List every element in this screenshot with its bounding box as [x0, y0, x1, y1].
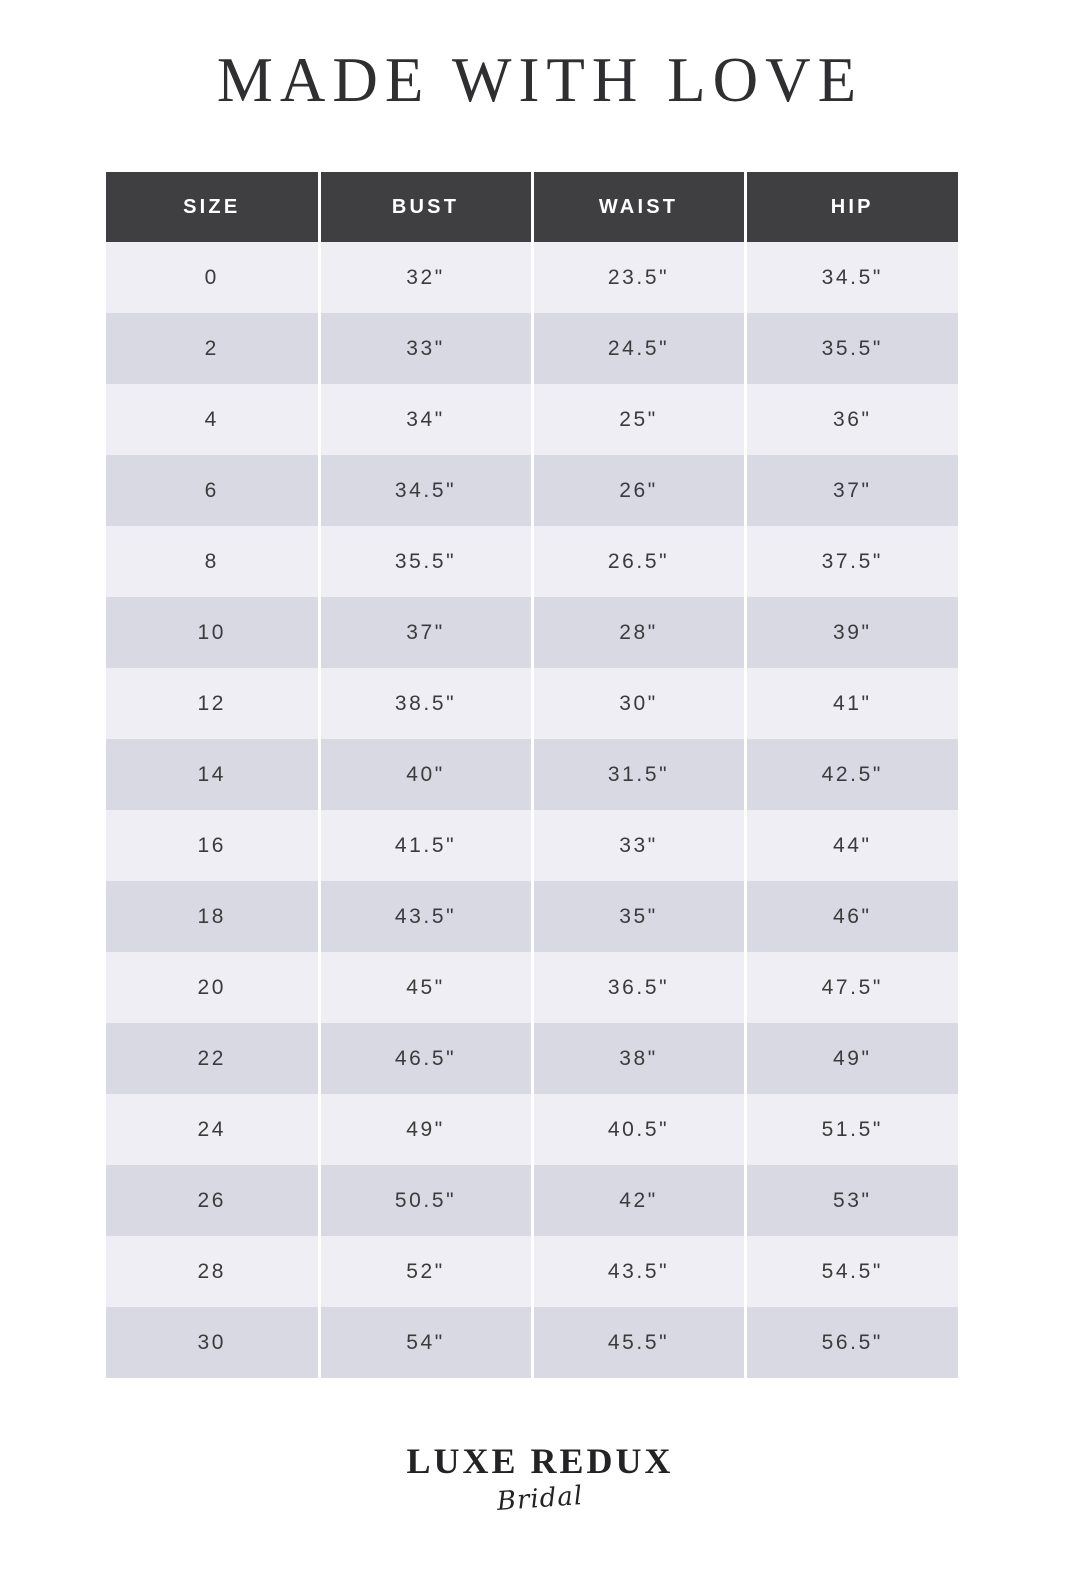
cell-size: 18: [106, 881, 319, 952]
cell-size: 4: [106, 384, 319, 455]
cell-size: 20: [106, 952, 319, 1023]
table-row: [106, 597, 958, 668]
cell-waist: 33": [532, 810, 745, 881]
cell-waist: 38": [532, 1023, 745, 1094]
cell-waist: 25": [532, 384, 745, 455]
cell-waist: 30": [532, 668, 745, 739]
table-row: [106, 881, 958, 952]
table-row: [106, 242, 958, 313]
cell-bust: 35.5": [319, 526, 532, 597]
cell-bust: 34.5": [319, 455, 532, 526]
cell-size: 0: [106, 242, 319, 313]
table-row: [106, 455, 958, 526]
cell-waist: 43.5": [532, 1236, 745, 1307]
cell-bust: 54": [319, 1307, 532, 1378]
cell-size: 30: [106, 1307, 319, 1378]
cell-bust: 46.5": [319, 1023, 532, 1094]
cell-bust: 50.5": [319, 1165, 532, 1236]
footer-brand-tagline: Bridal: [495, 1481, 585, 1517]
table-row: [106, 1023, 958, 1094]
cell-hip: 53": [745, 1165, 958, 1236]
cell-hip: 37.5": [745, 526, 958, 597]
table-row: [106, 384, 958, 455]
cell-hip: 49": [745, 1023, 958, 1094]
cell-waist: 26.5": [532, 526, 745, 597]
cell-bust: 49": [319, 1094, 532, 1165]
cell-hip: 44": [745, 810, 958, 881]
table-row: [106, 1236, 958, 1307]
cell-size: 10: [106, 597, 319, 668]
cell-waist: 26": [532, 455, 745, 526]
cell-waist: 36.5": [532, 952, 745, 1023]
cell-size: 6: [106, 455, 319, 526]
cell-bust: 34": [319, 384, 532, 455]
cell-size: 28: [106, 1236, 319, 1307]
cell-size: 26: [106, 1165, 319, 1236]
cell-hip: 39": [745, 597, 958, 668]
cell-waist: 28": [532, 597, 745, 668]
cell-size: 22: [106, 1023, 319, 1094]
table-row: [106, 952, 958, 1023]
cell-size: 24: [106, 1094, 319, 1165]
column-header-size: SIZE: [106, 172, 319, 242]
table-row: [106, 526, 958, 597]
page-title: MADE WITH LOVE: [216, 45, 864, 115]
table-row: [106, 668, 958, 739]
table-row: [106, 313, 958, 384]
cell-size: 2: [106, 313, 319, 384]
column-header-waist: WAIST: [532, 172, 745, 242]
cell-waist: 40.5": [532, 1094, 745, 1165]
cell-bust: 37": [319, 597, 532, 668]
cell-waist: 31.5": [532, 739, 745, 810]
table-body: [106, 242, 958, 1378]
table-row: [106, 810, 958, 881]
cell-hip: 47.5": [745, 952, 958, 1023]
cell-size: 16: [106, 810, 319, 881]
cell-bust: 43.5": [319, 881, 532, 952]
cell-bust: 38.5": [319, 668, 532, 739]
size-chart-table: [106, 172, 958, 1378]
cell-hip: 37": [745, 455, 958, 526]
cell-bust: 41.5": [319, 810, 532, 881]
table-header-row: [106, 172, 958, 242]
table-row: [106, 1165, 958, 1236]
table-row: [106, 739, 958, 810]
cell-waist: 24.5": [532, 313, 745, 384]
cell-size: 12: [106, 668, 319, 739]
column-header-bust: BUST: [319, 172, 532, 242]
table-row: [106, 1307, 958, 1378]
cell-bust: 45": [319, 952, 532, 1023]
cell-size: 8: [106, 526, 319, 597]
footer-brand-name: LUXE REDUX: [406, 1441, 674, 1481]
cell-hip: 34.5": [745, 242, 958, 313]
cell-hip: 56.5": [745, 1307, 958, 1378]
cell-hip: 51.5": [745, 1094, 958, 1165]
cell-waist: 35": [532, 881, 745, 952]
cell-bust: 40": [319, 739, 532, 810]
cell-hip: 36": [745, 384, 958, 455]
table-header: [106, 172, 958, 242]
size-chart-table-wrapper: [106, 172, 958, 1378]
cell-hip: 54.5": [745, 1236, 958, 1307]
cell-waist: 23.5": [532, 242, 745, 313]
footer-logo: [0, 1440, 1080, 1517]
cell-hip: 42.5": [745, 739, 958, 810]
cell-bust: 32": [319, 242, 532, 313]
cell-hip: 41": [745, 668, 958, 739]
cell-bust: 52": [319, 1236, 532, 1307]
column-header-hip: HIP: [745, 172, 958, 242]
cell-hip: 46": [745, 881, 958, 952]
cell-hip: 35.5": [745, 313, 958, 384]
cell-waist: 45.5": [532, 1307, 745, 1378]
table-row: [106, 1094, 958, 1165]
cell-waist: 42": [532, 1165, 745, 1236]
cell-bust: 33": [319, 313, 532, 384]
cell-size: 14: [106, 739, 319, 810]
